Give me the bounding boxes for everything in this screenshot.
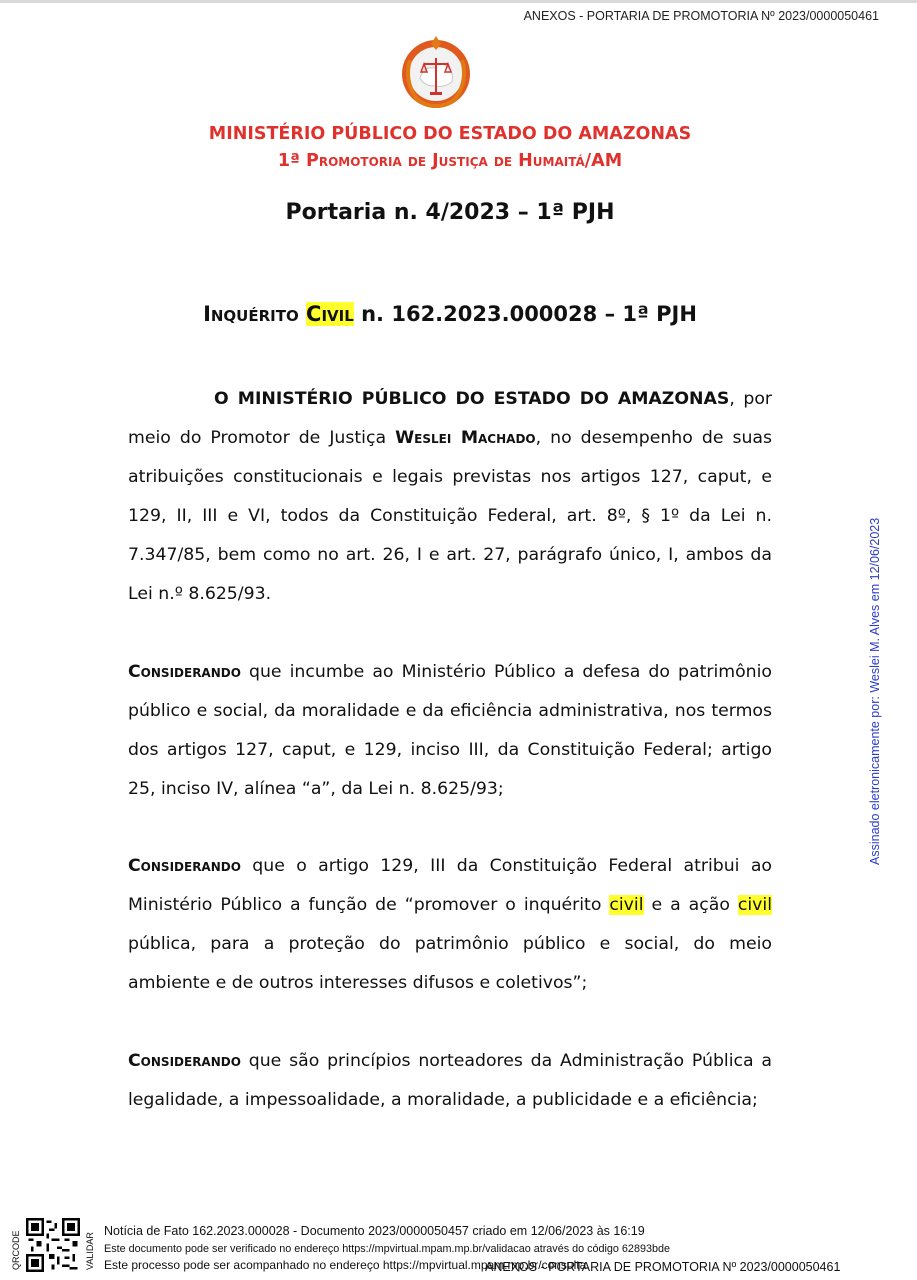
- promotoria-name: 1ª Promotoria de Justiça de Humaitá/AM: [277, 151, 623, 171]
- opening-paragraph: [128, 380, 772, 614]
- footer-document-info: Notícia de Fato 162.2023.000028 - Documento 2023/0000050457 criado em 12/06/2023 às 16:19: [104, 1224, 645, 1238]
- considerando-text: e a ação: [643, 895, 738, 915]
- opening-text-a: , por meio do Promotor de Justiça: [128, 389, 772, 448]
- opening-text-b: , no desempenho de suas atribuições constitucionais e legais previstas nos artigos 127, caput, e 129, II, III e VI, todos da Constituição Federal, art. 8º, § 1º da Lei n. 7.347/85, bem como no art. 26, I e art. 27, parágrafo único, I, ambos da Lei n.º 8.625/93.: [128, 428, 773, 604]
- inquerito-highlight: Civil: [306, 302, 354, 326]
- considerando-label: Considerando: [128, 662, 241, 682]
- footer-verification-link[interactable]: Este documento pode ser verificado no endereço https://mpvirtual.mpam.mp.br/validacao através do código 62893bde: [104, 1243, 670, 1255]
- qr-code-icon[interactable]: [26, 1218, 80, 1272]
- mp-amazonas-emblem-icon: [394, 30, 478, 114]
- highlight-civil: civil: [609, 895, 644, 915]
- footer-annex-note: ANEXOS - PORTARIA DE PROMOTORIA Nº 2023/0000050461: [485, 1260, 841, 1274]
- considerando-text: pública, para a proteção do patrimônio público e social, do meio ambiente e de outros interesses difusos e coletivos”;: [128, 934, 772, 993]
- qrcode-label: QRCODE: [11, 1230, 21, 1270]
- considerando-text: que incumbe ao Ministério Público a defesa do patrimônio público e social, da moralidade e da eficiência administrativa, nos termos dos artigos 127, caput, e 129, inciso III, da Constituição Federal; artigo 25, inciso IV, alínea “a”, da Lei n. 8.625/93;: [128, 662, 772, 799]
- considerando-text: que são princípios norteadores da Administração Pública a legalidade, a impessoalidade, a moralidade, a publicidade e a eficiência;: [128, 1051, 772, 1110]
- opening-bold: O MINISTÉRIO PÚBLICO DO ESTADO DO AMAZONAS: [214, 389, 730, 409]
- page-top-border: [0, 0, 917, 3]
- inquerito-title: [0, 302, 900, 326]
- institution-name: MINISTÉRIO PÚBLICO DO ESTADO DO AMAZONAS: [208, 124, 692, 144]
- highlight-civil: civil: [737, 895, 772, 915]
- promotor-name: Weslei Machado: [395, 428, 536, 448]
- header-annex-note: ANEXOS - PORTARIA DE PROMOTORIA Nº 2023/0000050461: [523, 9, 879, 23]
- portaria-title: Portaria n. 4/2023 – 1ª PJH: [285, 200, 615, 225]
- considerando-paragraph-2: [128, 847, 772, 1003]
- inquerito-suffix: n. 162.2023.000028 – 1ª PJH: [353, 302, 697, 326]
- considerando-label: Considerando: [128, 856, 241, 876]
- considerando-label: Considerando: [128, 1051, 241, 1071]
- considerando-paragraph-1: [128, 653, 772, 809]
- considerando-text: que o artigo 129, III da Constituição Federal atribui ao Ministério Público a função de “promover o inquérito: [128, 856, 772, 915]
- footer-tracking-link[interactable]: Este processo pode ser acompanhado no endereço https://mpvirtual.mpam.mp.br/consulta: [104, 1258, 587, 1272]
- electronic-signature-stamp: Assinado eletronicamente por: Weslei M. Alves em 12/06/2023: [868, 517, 882, 865]
- considerando-paragraph-3: [128, 1042, 772, 1120]
- validar-label: VALIDAR: [85, 1232, 95, 1270]
- inquerito-prefix: Inquérito: [203, 302, 307, 326]
